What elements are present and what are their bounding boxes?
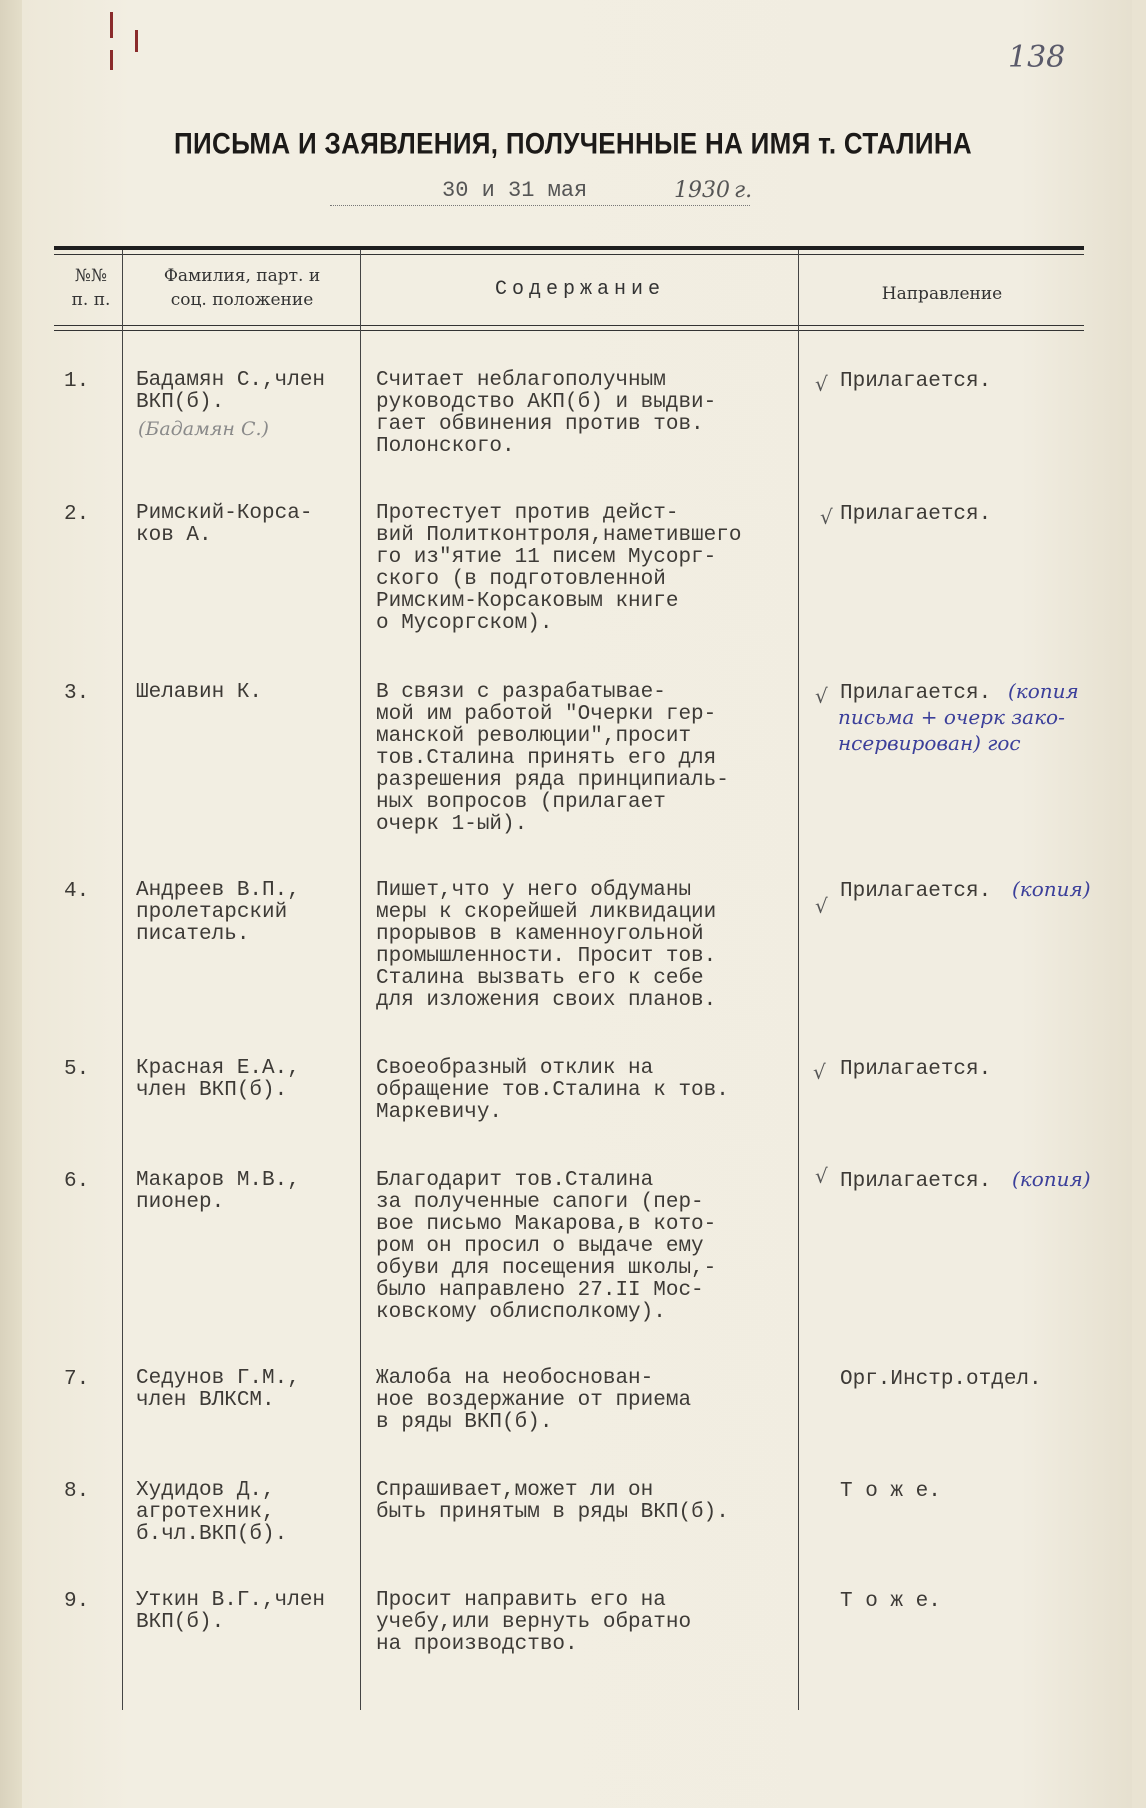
check-mark-icon: √ bbox=[815, 1164, 828, 1188]
table-top-rule-thin bbox=[54, 254, 1084, 255]
header-num: №№ п. п. bbox=[71, 266, 111, 310]
row-name: Уткин В.Г.,член ВКП(б). bbox=[136, 1589, 326, 1634]
row-number: 4. bbox=[64, 880, 90, 903]
row-content: В связи с разрабатывае- мой им работой "Очерки гер- манской революции",просит тов.Сталина принять его для разрешения ряда принципиаль- ных вопросов (прилагает очерк 1-ый). bbox=[376, 681, 729, 836]
handwritten-note: (копия письма + очерк зако- нсервирован) гос bbox=[838, 679, 1079, 755]
row-content: Спрашивает,может ли он быть принятым в ряды ВКП(б). bbox=[376, 1479, 729, 1524]
row-content: Жалоба на необоснован- ное воздержание от приема в ряды ВКП(б). bbox=[376, 1367, 692, 1434]
date-year-suffix: г. bbox=[734, 178, 753, 203]
row-direction: Прилагается. bbox=[840, 682, 992, 705]
date-year: 1930 bbox=[674, 178, 730, 203]
row-direction: Т о ж е. bbox=[840, 1590, 941, 1613]
row-name: Шелавин К. bbox=[136, 681, 263, 704]
row-content: Протестует против дейст- вий Политконтроля,наметившего го из"ятие 11 писем Мусорг- ского (в подготовленной Римским-Корсаковым книге о Мусоргском). bbox=[376, 502, 742, 635]
pencil-note: (Бадамян С.) bbox=[138, 418, 269, 440]
row-name: Красная Е.А., член ВКП(б). bbox=[136, 1057, 300, 1102]
row-name: Седунов Г.М., член ВЛКСМ. bbox=[136, 1367, 300, 1412]
header-name: Фамилия, парт. и соц. положение bbox=[163, 266, 321, 310]
punch-mark bbox=[135, 30, 138, 52]
column-divider bbox=[122, 250, 123, 1710]
date-text: 30 и 31 мая bbox=[442, 178, 588, 203]
row-number: 3. bbox=[64, 682, 90, 705]
header-bottom-rule-thin bbox=[54, 330, 1084, 331]
check-mark-icon: √ bbox=[813, 1060, 826, 1084]
row-direction: Прилагается. bbox=[840, 880, 992, 903]
row-content: Своеобразный отклик на обращение тов.Сталина к тов. Маркевичу. bbox=[376, 1057, 729, 1124]
row-name: Бадамян С.,член ВКП(б). bbox=[136, 369, 326, 414]
row-direction: Прилагается. bbox=[840, 503, 992, 526]
row-number: 6. bbox=[64, 1170, 90, 1193]
header-bottom-rule bbox=[54, 325, 1084, 326]
header-content: Содержание bbox=[494, 278, 666, 301]
row-number: 1. bbox=[64, 370, 90, 393]
row-content: Считает неблагополучным руководство АКП(б) и выдви- гает обвинения против тов. Полонского. bbox=[376, 369, 717, 458]
row-number: 2. bbox=[64, 503, 90, 526]
page-title: ПИСЬМА И ЗАЯВЛЕНИЯ, ПОЛУЧЕННЫЕ НА ИМЯ т. СТАЛИНА bbox=[174, 125, 972, 161]
check-mark-icon: √ bbox=[815, 684, 828, 708]
row-direction: Орг.Инстр.отдел. bbox=[840, 1368, 1042, 1391]
header-direction: Направление bbox=[881, 284, 1003, 304]
row-name: Макаров М.В., пионер. bbox=[136, 1169, 300, 1214]
row-direction: Прилагается. bbox=[840, 1170, 992, 1193]
row-number: 7. bbox=[64, 1368, 90, 1391]
row-number: 9. bbox=[64, 1590, 90, 1613]
handwritten-note: (копия) bbox=[1012, 1167, 1091, 1191]
handwritten-note: (копия) bbox=[1012, 877, 1091, 901]
table-top-rule bbox=[54, 246, 1084, 250]
date-line bbox=[330, 178, 753, 206]
check-mark-icon: √ bbox=[815, 372, 828, 396]
row-name: Андреев В.П., пролетарский писатель. bbox=[136, 879, 300, 946]
row-direction: Прилагается. bbox=[840, 370, 992, 393]
row-name: Худидов Д., агротехник, б.чл.ВКП(б). bbox=[136, 1479, 288, 1546]
check-mark-icon: √ bbox=[815, 894, 828, 918]
folio-number: 138 bbox=[1008, 40, 1066, 75]
paper-edge bbox=[0, 0, 22, 1808]
row-direction: Т о ж е. bbox=[840, 1480, 941, 1503]
row-number: 8. bbox=[64, 1480, 90, 1503]
check-mark-icon: √ bbox=[820, 505, 833, 529]
punch-mark bbox=[110, 12, 113, 38]
row-content: Благодарит тов.Сталина за полученные сапоги (пер- вое письмо Макарова,в кото- ром он просил о выдаче ему обуви для посещения школы,- было направлено 27.II Мос- ковскому облисполкому). bbox=[376, 1169, 717, 1324]
row-number: 5. bbox=[64, 1058, 90, 1081]
punch-mark bbox=[110, 50, 113, 70]
row-content: Просит направить его на учебу,или вернуть обратно на производство. bbox=[376, 1589, 692, 1656]
row-content: Пишет,что у него обдуманы меры к скорейшей ликвидации прорывов в каменноугольной промышленности. Просит тов. Сталина вызвать его к себе для изложения своих планов. bbox=[376, 879, 717, 1012]
row-name: Римский-Корса- ков А. bbox=[136, 502, 313, 547]
row-direction: Прилагается. bbox=[840, 1058, 992, 1081]
